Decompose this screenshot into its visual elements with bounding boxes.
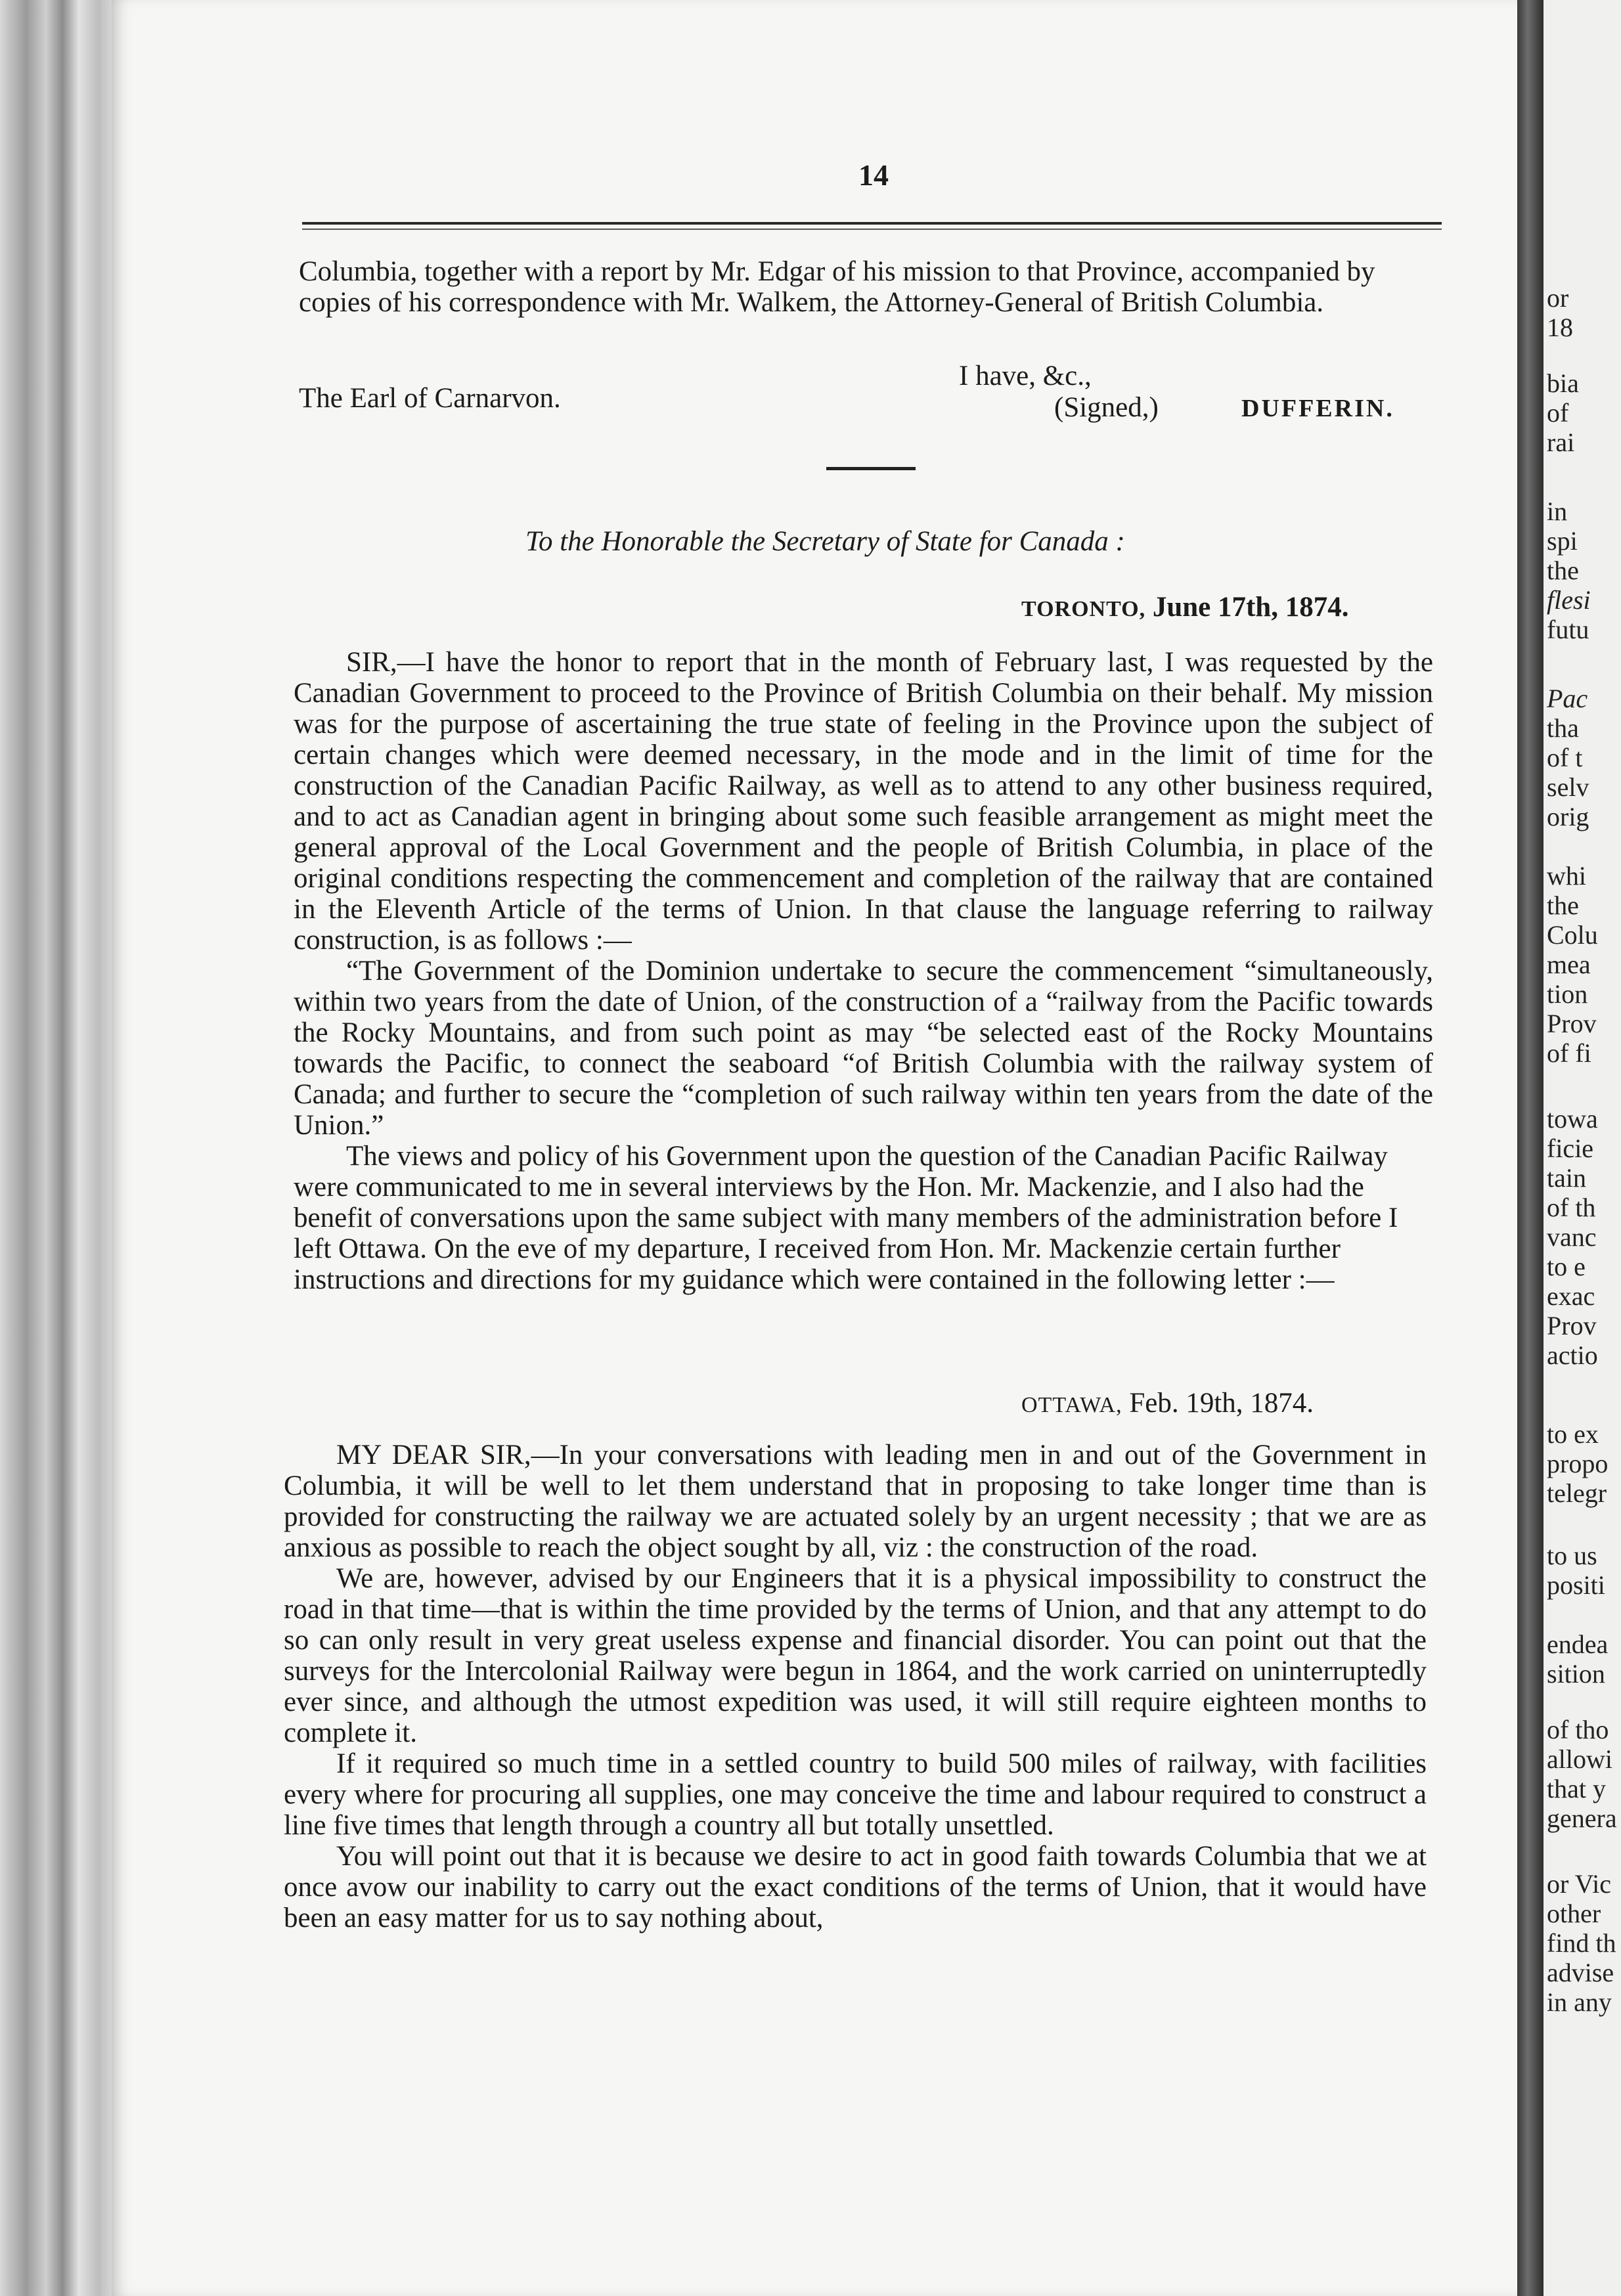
next-page-line: advise <box>1547 1958 1614 1987</box>
next-page-line: Colu <box>1547 920 1598 950</box>
report-place: TORONTO, <box>1021 597 1146 621</box>
report-paragraph: SIR,—I have the honor to report that in the month of February last, I was requested by the Canadian Government to proceed to the Province of British Columbia on their behalf. My mission was for the purpose of ascertaining the true state of feeling in the Province upon the subject of certain changes which were deemed necessary, in the mode and in the limit of time for the construction of the Canadian Pacific Railway, as well as to attend to any other business required, and to act as Canadian agent in bringing about some such feasible arrangement as might meet the general approval of the Local Government and the people of British Columbia, in place of the original conditions respecting the commencement and completion of the railway that are contained in the Eleventh Article of the terms of Union. In that clause the language referring to railway construction, is as follows :— <box>294 647 1433 956</box>
next-page-line: positi <box>1547 1570 1605 1600</box>
next-page-line: orig <box>1547 802 1589 831</box>
next-page-line: in <box>1547 497 1568 526</box>
next-page-line: tha <box>1547 713 1579 743</box>
next-page-line: genera <box>1547 1803 1617 1833</box>
next-page-line: telegr <box>1547 1478 1607 1508</box>
next-page-line: exac <box>1547 1281 1595 1311</box>
header-rule-thin <box>302 229 1442 230</box>
report-dateline <box>1021 591 1348 623</box>
next-page-line: spi <box>1547 526 1578 556</box>
letter-paragraph: MY DEAR SIR,—In your conversations with leading men in and out of the Government in Columbia, it will be well to let them understand that in proposing to take longer time than is provided for constructing the railway we are actuated solely by an urgent necessity ; that we are as anxious as possible to reach the object sought by all, viz : the construction of the road. <box>284 1440 1427 1563</box>
letter-paragraph: We are, however, advised by our Engineers that it is a physical impossibility to construct the road in that time—that is within the time provided by the terms of Union, and that any attempt to do so can only result in very great useless expense and financial disorder. You can point out that the surveys for the Intercolonial Railway were begun in 1864, and the work carried on uninterruptedly ever since, and although the utmost expedition was used, it will still require eighteen months to complete it. <box>284 1563 1427 1748</box>
next-page-line: of th <box>1547 1193 1596 1222</box>
intro-paragraph <box>299 256 1445 318</box>
closing-have: I have, &c., <box>959 361 1092 391</box>
next-page-line: the <box>1547 891 1579 920</box>
report-paragraph: The views and policy of his Government upon the question of the Canadian Pacific Railway were communicated to me in several interviews by the Hon. Mr. Mackenzie, and I also had the benefit of conversations upon the same subject with many members of the administration before I left Ottawa. On the eve of my departure, I received from Hon. Mr. Mackenzie certain further instructions and directions for my guidance which were contained in the following letter :— <box>294 1141 1398 1295</box>
next-page-line: whi <box>1547 861 1586 891</box>
next-page-line: to ex <box>1547 1419 1599 1449</box>
next-page-line: mea <box>1547 950 1591 979</box>
letter-place: OTTAWA, <box>1021 1393 1122 1417</box>
closing-signed: (Signed,) <box>1054 392 1159 423</box>
next-page-line: tion <box>1547 979 1588 1009</box>
next-page-line: other <box>1547 1899 1601 1928</box>
next-page-line: propo <box>1547 1449 1609 1478</box>
letter-dateline <box>1021 1387 1314 1419</box>
letter-date: Feb. 19th, 1874. <box>1129 1388 1314 1419</box>
next-page-line: Pac <box>1547 684 1588 713</box>
report-quote: “The Government of the Dominion undertake to secure the commencement “simultaneously, within two years from the date of Union, of the construction of a “railway from the Pacific towards the Rocky Mountains, and from such point as may “be selected east of the Rocky Mountains towards the Pacific, to connect the seaboard “of British Columbia with the railway system of Canada; and further to secure the “completion of such railway within ten years from the date of the Union.” <box>294 956 1433 1141</box>
next-page-line: actio <box>1547 1340 1598 1370</box>
next-page-line: selv <box>1547 772 1589 802</box>
next-page-line: 18 <box>1547 313 1573 342</box>
addressee: The Earl of Carnarvon. <box>299 383 561 414</box>
book-gutter <box>1517 0 1543 2296</box>
next-page-line: find th <box>1547 1928 1616 1958</box>
next-page-line: futu <box>1547 615 1589 644</box>
section-divider <box>826 467 916 470</box>
next-page-line: Prov <box>1547 1009 1597 1038</box>
next-page-line: to e <box>1547 1252 1586 1281</box>
next-page-line: the <box>1547 556 1579 585</box>
letter-paragraph: If it required so much time in a settled country to build 500 miles of railway, with facilities every where for procuring all supplies, one may conceive the time and labour required to construct a line five times that length through a country all but totally unsettled. <box>284 1748 1427 1841</box>
next-page-line: or Vic <box>1547 1869 1611 1899</box>
intro-text: Columbia, together with a report by Mr. Edgar of his mission to that Province, accompanied by copies of his correspondence with Mr. Walkem, the Attorney-General of British Columbia. <box>299 256 1375 318</box>
next-page-line: or <box>1547 283 1569 313</box>
header-rule <box>302 222 1442 225</box>
next-page-line: endea <box>1547 1629 1609 1659</box>
letter-paragraph: You will point out that it is because we desire to act in good faith towards Columbia that we at once avow our inability to carry out the exact conditions of the terms of Union, that it would have been an easy matter for us to say nothing about, <box>284 1841 1427 1933</box>
next-page-line: of t <box>1547 743 1583 772</box>
next-page-line: vanc <box>1547 1222 1597 1252</box>
report-salutation: To the Honorable the Secretary of State for Canada : <box>525 526 1125 557</box>
next-page-line: rai <box>1547 428 1575 457</box>
next-page-line: of fi <box>1547 1038 1591 1068</box>
next-page-line: of <box>1547 398 1569 428</box>
next-page-line: allowi <box>1547 1744 1612 1774</box>
next-page-line: towa <box>1547 1104 1598 1134</box>
next-page-line: that y <box>1547 1774 1606 1803</box>
signature-name: DUFFERIN. <box>1241 395 1394 422</box>
report-body <box>294 647 1433 1295</box>
next-page-line: ficie <box>1547 1134 1594 1163</box>
next-page-line: of tho <box>1547 1715 1609 1744</box>
next-page-line: flesi <box>1547 585 1591 615</box>
next-page-line: in any <box>1547 1987 1612 2017</box>
next-page-line: bia <box>1547 368 1579 398</box>
next-page-line: to us <box>1547 1541 1597 1570</box>
page-number: 14 <box>858 158 889 192</box>
next-page-line: sition <box>1547 1659 1605 1689</box>
next-page-line: tain <box>1547 1163 1586 1193</box>
report-date: June 17th, 1874. <box>1152 592 1349 623</box>
letter-body <box>284 1440 1427 1933</box>
next-page-line: Prov <box>1547 1311 1597 1340</box>
